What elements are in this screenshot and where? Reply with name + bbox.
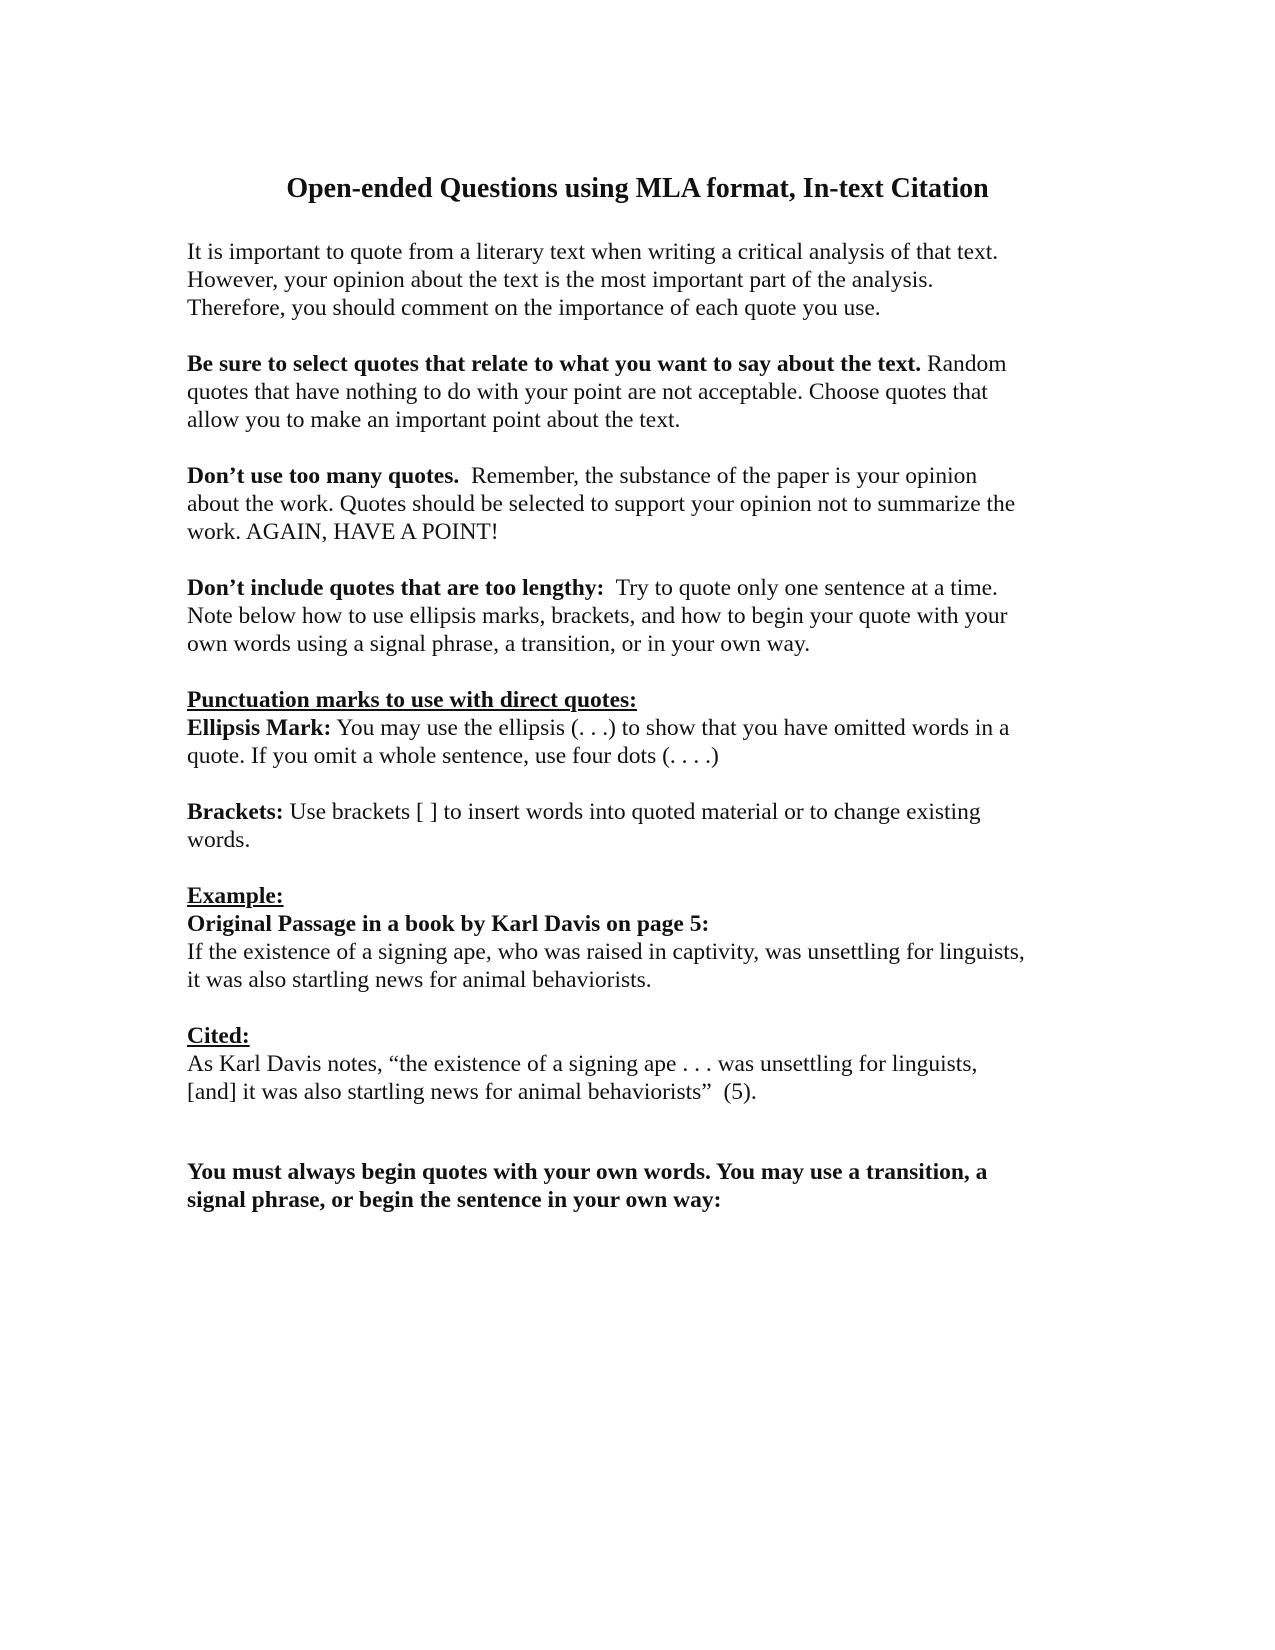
ellipsis-lead: Ellipsis Mark: <box>187 715 332 741</box>
lengthy-quotes-lead: Don’t include quotes that are too lengthy: <box>187 575 605 601</box>
punctuation-section <box>187 686 1087 770</box>
cited-line: As Karl Davis notes, “the existence of a signing ape . . . was unsettling for linguists, <box>187 1051 978 1077</box>
example-section <box>187 882 1087 994</box>
cited-heading: Cited: <box>187 1023 250 1049</box>
too-many-quotes-lead: Don’t use too many quotes. <box>187 463 460 489</box>
too-many-quotes-line: work. AGAIN, HAVE A POINT! <box>187 519 499 545</box>
select-quotes-text: Random <box>921 351 1007 377</box>
original-passage-line: If the existence of a signing ape, who was raised in captivity, was unsettling for linguists, <box>187 939 1025 965</box>
ellipsis-text: You may use the ellipsis (. . .) to show that you have omitted words in a <box>331 715 1010 741</box>
select-quotes-line: quotes that have nothing to do with your point are not acceptable. Choose quotes that <box>187 379 988 405</box>
too-many-quotes-text: Remember, the substance of the paper is your opinion <box>459 463 978 489</box>
cited-section <box>187 1022 1087 1106</box>
select-quotes-line: allow you to make an important point about the text. <box>187 407 681 433</box>
select-quotes-paragraph <box>187 350 1087 434</box>
original-passage-line: it was also startling news for animal behaviorists. <box>187 967 652 993</box>
intro-paragraph <box>187 238 1087 322</box>
intro-line: However, your opinion about the text is the most important part of the analysis. <box>187 267 934 293</box>
page-title: Open-ended Questions using MLA format, In-text Citation <box>286 173 989 204</box>
cited-line: [and] it was also startling news for animal behaviorists” (5). <box>187 1079 757 1105</box>
lengthy-quotes-line: Note below how to use ellipsis marks, brackets, and how to begin your quote with your <box>187 603 1008 629</box>
intro-line: Therefore, you should comment on the importance of each quote you use. <box>187 295 881 321</box>
brackets-paragraph <box>187 798 1087 854</box>
closing-paragraph <box>187 1158 1087 1214</box>
punctuation-heading: Punctuation marks to use with direct quotes: <box>187 687 637 713</box>
closing-line: You must always begin quotes with your own words. You may use a transition, a <box>187 1159 988 1185</box>
example-heading: Example: <box>187 883 284 909</box>
lengthy-quotes-line: own words using a signal phrase, a transition, or in your own way. <box>187 631 811 657</box>
ellipsis-line: quote. If you omit a whole sentence, use four dots (. . . .) <box>187 743 719 769</box>
brackets-text: Use brackets [ ] to insert words into quoted material or to change existing <box>283 799 981 825</box>
lengthy-quotes-paragraph <box>187 574 1087 658</box>
lengthy-quotes-text: Try to quote only one sentence at a time. <box>604 575 998 601</box>
too-many-quotes-paragraph <box>187 462 1087 546</box>
document-body <box>187 238 1087 1214</box>
brackets-lead: Brackets: <box>187 799 284 825</box>
too-many-quotes-line: about the work. Quotes should be selected to support your opinion not to summarize the <box>187 491 1016 517</box>
intro-line: It is important to quote from a literary text when writing a critical analysis of that text. <box>187 239 999 265</box>
closing-line: signal phrase, or begin the sentence in your own way: <box>187 1187 722 1213</box>
select-quotes-lead: Be sure to select quotes that relate to what you want to say about the text. <box>187 351 922 377</box>
brackets-line: words. <box>187 827 251 853</box>
original-passage-heading: Original Passage in a book by Karl Davis on page 5: <box>187 911 710 937</box>
